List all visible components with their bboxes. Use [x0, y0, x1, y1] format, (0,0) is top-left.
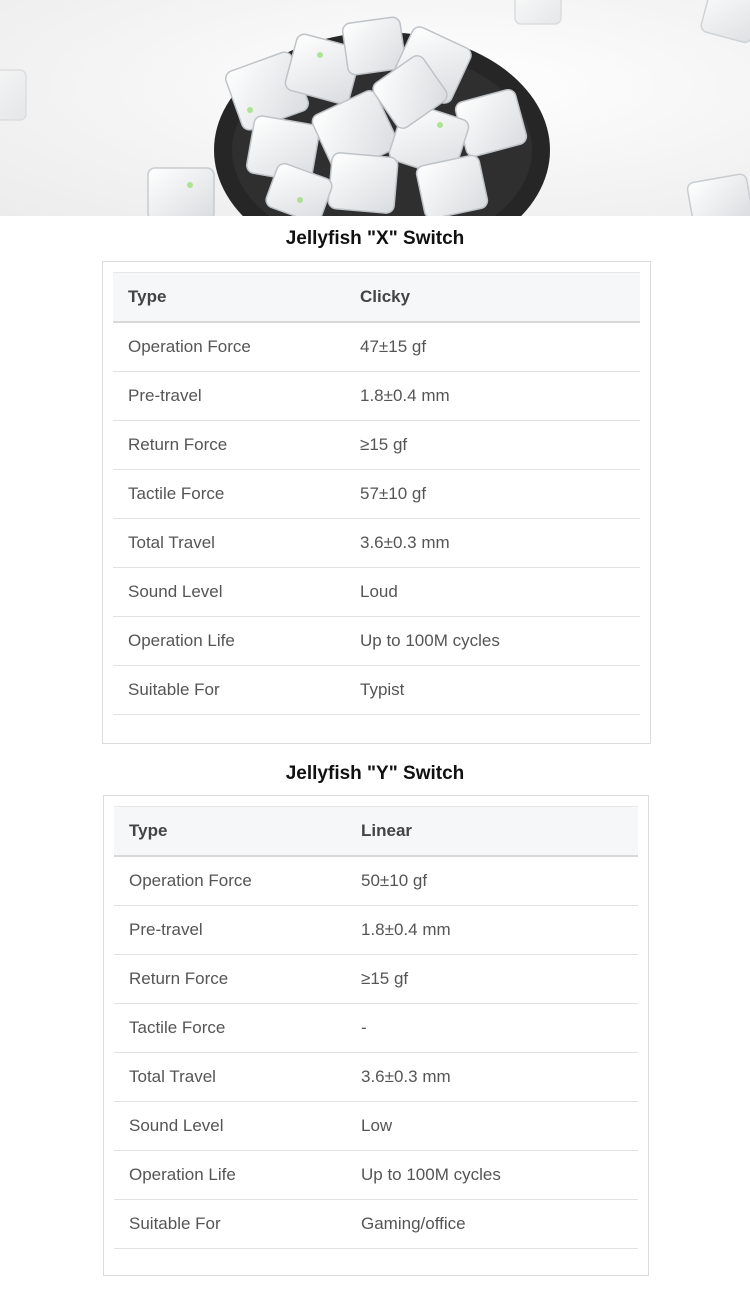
table-row [114, 1102, 638, 1151]
table-row [113, 568, 640, 617]
table-row [114, 906, 638, 955]
row-label: Suitable For [128, 680, 220, 699]
table-row [113, 372, 640, 421]
row-label: Sound Level [129, 1116, 224, 1135]
row-label: Tactile Force [128, 484, 225, 503]
table-row [114, 1151, 638, 1200]
row-label: Sound Level [128, 582, 223, 601]
row-label: Suitable For [129, 1214, 221, 1233]
table-row [113, 470, 640, 519]
row-value: 57±10 gf [360, 484, 427, 503]
row-label: Operation Force [128, 337, 251, 356]
row-label: Return Force [128, 435, 228, 454]
switch-x-spec-box [102, 261, 651, 744]
table-row [114, 1200, 638, 1249]
row-value: Up to 100M cycles [361, 1165, 501, 1184]
row-value: Low [361, 1116, 393, 1135]
switch-x-spec-table [113, 272, 640, 715]
row-label: Pre-travel [129, 920, 203, 939]
header-value: Clicky [360, 287, 411, 306]
row-value: 47±15 gf [360, 337, 427, 356]
table-row [114, 1053, 638, 1102]
table-row [113, 617, 640, 666]
row-label: Total Travel [129, 1067, 216, 1086]
row-label: Pre-travel [128, 386, 202, 405]
row-label: Tactile Force [129, 1018, 226, 1037]
row-value: 3.6±0.3 mm [361, 1067, 451, 1086]
header-label: Type [128, 287, 167, 306]
table-row [113, 323, 640, 372]
switch-y-title: Jellyfish "Y" Switch [285, 763, 465, 784]
table-row [114, 1004, 638, 1053]
header-label: Type [129, 821, 168, 840]
table-row [113, 519, 640, 568]
switch-y-spec-box [103, 795, 649, 1276]
row-value: Up to 100M cycles [360, 631, 500, 650]
row-value: 1.8±0.4 mm [360, 386, 450, 405]
row-value: - [361, 1018, 367, 1037]
row-label: Return Force [129, 969, 229, 988]
table-row [114, 857, 638, 906]
row-label: Operation Life [128, 631, 235, 650]
table-row [113, 666, 640, 715]
header-value: Linear [361, 821, 413, 840]
row-value: ≥15 gf [361, 969, 409, 988]
row-value: Typist [360, 680, 405, 699]
row-value: Gaming/office [361, 1214, 466, 1233]
row-value: Loud [360, 582, 398, 601]
table-row [113, 421, 640, 470]
row-label: Operation Force [129, 871, 252, 890]
table-header-row [114, 806, 638, 857]
row-label: Operation Life [129, 1165, 236, 1184]
row-value: 3.6±0.3 mm [360, 533, 450, 552]
switch-x-title: Jellyfish "X" Switch [285, 228, 465, 249]
table-header-row [113, 272, 640, 323]
switch-y-spec-table [114, 806, 638, 1249]
row-label: Total Travel [128, 533, 215, 552]
row-value: ≥15 gf [360, 435, 408, 454]
table-row [114, 955, 638, 1004]
switches-bowl-illustration [0, 0, 750, 216]
row-value: 50±10 gf [361, 871, 428, 890]
hero-image-switches-bowl [0, 0, 750, 216]
row-value: 1.8±0.4 mm [361, 920, 451, 939]
